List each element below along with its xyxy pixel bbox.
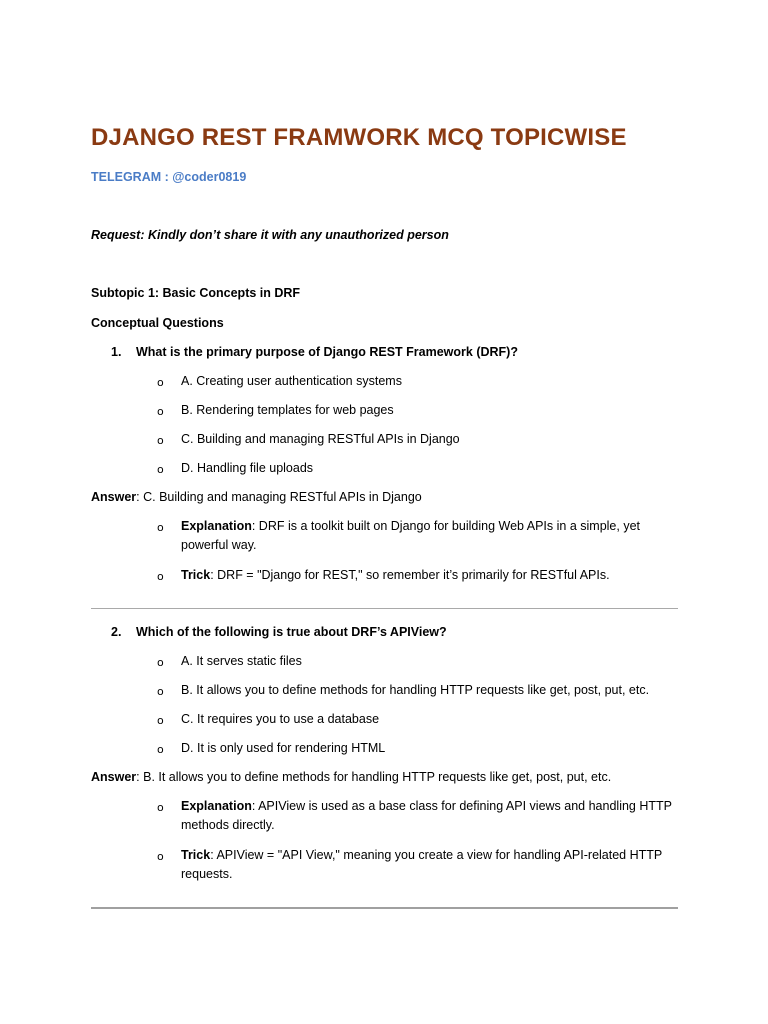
bullet-icon: o [157,743,164,756]
bullet-icon: o [157,521,164,534]
option-c: C. Building and managing RESTful APIs in Django [181,432,460,446]
bullet-icon: o [157,405,164,418]
answer-line [91,770,611,784]
bullet-icon: o [157,685,164,698]
question-text: What is the primary purpose of Django REST Framework (DRF)? [136,345,518,359]
option-d: D. Handling file uploads [181,461,314,475]
trick-label: Trick [181,568,211,582]
bullet-icon: o [157,656,164,669]
option-b: B. Rendering templates for web pages [181,403,394,417]
bullet-icon: o [157,434,164,447]
question-text: Which of the following is true about DRF’s APIView? [136,625,447,639]
request-note: Request: Kindly don’t share it with any unauthorized person [91,228,449,242]
explanation [181,517,681,555]
option-d: D. It is only used for rendering HTML [181,741,386,755]
answer-text: : B. It allows you to define methods for handling HTTP requests like get, post, put, etc. [136,770,612,784]
option-a: A. Creating user authentication systems [181,374,402,388]
option-b: B. It allows you to define methods for handling HTTP requests like get, post, put, etc. [181,683,650,697]
question-number: 2. [111,625,122,639]
bullet-icon: o [157,801,164,814]
explanation [181,797,681,835]
answer-line [91,490,422,504]
trick [181,846,681,884]
option-c: C. It requires you to use a database [181,712,380,726]
bullet-icon: o [157,714,164,727]
bullet-icon: o [157,570,164,583]
explanation-label: Explanation [181,519,252,533]
answer-label: Answer [91,770,137,784]
answer-text: : C. Building and managing RESTful APIs in Django [136,490,422,504]
telegram-handle: TELEGRAM : @coder0819 [91,170,247,184]
divider [91,907,678,909]
subtopic-heading: Subtopic 1: Basic Concepts in DRF [91,286,301,300]
document-title: DJANGO REST FRAMWORK MCQ TOPICWISE [91,124,627,151]
divider [91,608,678,609]
trick-label: Trick [181,848,211,862]
bullet-icon: o [157,376,164,389]
bullet-icon: o [157,463,164,476]
option-a: A. It serves static files [181,654,302,668]
section-heading: Conceptual Questions [91,316,224,330]
trick [181,568,610,582]
explanation-text: : DRF is a toolkit built on Django for building Web APIs in a simple, yet powerful way. [181,519,640,552]
bullet-icon: o [157,850,164,863]
trick-text: : APIView = "API View," meaning you create a view for handling API-related HTTP requests. [181,848,663,881]
explanation-label: Explanation [181,799,252,813]
answer-label: Answer [91,490,137,504]
trick-text: : DRF = "Django for REST," so remember it’s primarily for RESTful APIs. [210,568,610,582]
question-number: 1. [111,345,122,359]
explanation-text: : APIView is used as a base class for defining API views and handling HTTP methods directly. [181,799,672,832]
